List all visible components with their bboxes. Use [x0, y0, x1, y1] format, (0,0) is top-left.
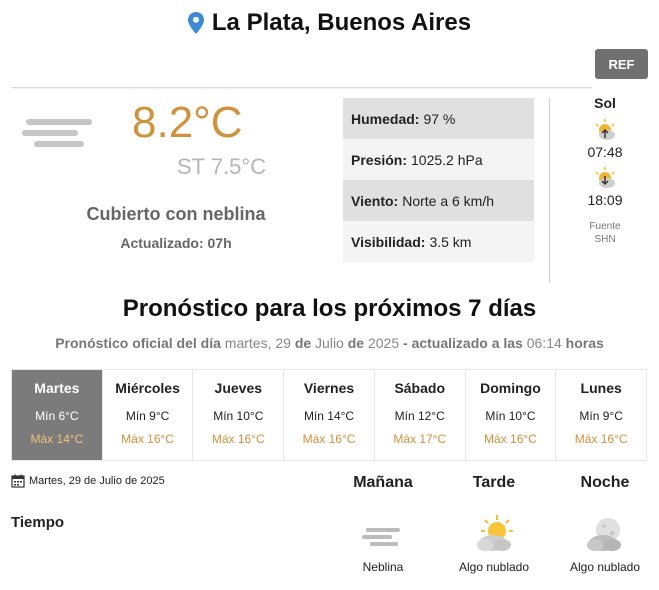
source-name: SHN: [594, 234, 616, 245]
day-min: Mín 10°C: [485, 409, 536, 423]
partly-cloudy-night-icon: [584, 514, 626, 554]
forecast-sub-updated: - actualizado a las: [403, 335, 523, 351]
detail-value: 1025.2 hPa: [411, 151, 483, 168]
day-tab-sabado[interactable]: [375, 370, 466, 460]
source-label: Fuente: [589, 221, 621, 232]
weather-label: Neblina: [362, 560, 404, 574]
detail-label: Viento:: [351, 192, 399, 209]
fog-icon: [362, 514, 404, 554]
divider: [12, 87, 592, 88]
location-header: [0, 6, 659, 40]
fog-icon: [22, 116, 96, 150]
day-max: Máx 16°C: [121, 432, 174, 446]
weather-label: Algo nublado: [569, 560, 641, 574]
day-name: Martes: [34, 380, 80, 396]
day-name: Viernes: [303, 380, 355, 396]
day-max: Máx 17°C: [393, 432, 447, 446]
calendar-icon: [11, 474, 25, 488]
weather-morning: [328, 514, 438, 574]
forecast-sub-de: de: [347, 335, 365, 351]
current-temperature: 8.2°C: [132, 98, 243, 147]
forecast-sub-prefix: Pronóstico oficial del día: [55, 335, 221, 351]
forecast-sub-de: de: [294, 335, 312, 351]
day-max: Máx 16°C: [211, 432, 265, 446]
day-tab-jueves[interactable]: [193, 370, 284, 460]
detail-label: Humedad:: [351, 110, 420, 127]
detail-label: Presión:: [351, 151, 408, 168]
day-max: Máx 16°C: [302, 432, 356, 446]
source-info: [560, 220, 650, 246]
day-max: Máx 14°C: [30, 432, 84, 446]
feels-like-temperature: ST 7.5°C: [177, 154, 267, 179]
forecast-sub-year: 2025: [367, 335, 400, 351]
day-tab-miercoles[interactable]: [103, 370, 194, 460]
day-tab-viernes[interactable]: [284, 370, 375, 460]
day-name: Jueves: [214, 380, 263, 396]
location-pin-icon: [188, 12, 204, 34]
wind-row: [343, 180, 534, 221]
period-afternoon: Tarde: [472, 474, 516, 491]
selected-date: [11, 474, 165, 488]
sunset-time: 18:09: [587, 192, 623, 208]
sunrise-icon: [593, 118, 617, 142]
vertical-divider: [549, 98, 550, 283]
day-max: Máx 16°C: [484, 432, 537, 446]
current-condition: Cubierto con neblina: [86, 204, 266, 224]
day-min: Mín 12°C: [394, 409, 445, 423]
updated-info: [12, 235, 340, 251]
day-min: Mín 9°C: [579, 409, 623, 423]
location-title: La Plata, Buenos Aires: [211, 9, 472, 36]
visibility-row: [343, 221, 534, 262]
detail-value: Norte a 6 km/h: [402, 192, 495, 209]
day-tabs: [11, 369, 647, 461]
ref-button[interactable]: REF: [595, 49, 648, 79]
day-name: Lunes: [580, 380, 622, 396]
weather-row-label: Tiempo: [11, 514, 65, 531]
forecast-sub-date: martes, 29: [224, 335, 291, 351]
humidity-row: [343, 98, 534, 139]
period-morning: Mañana: [353, 474, 413, 491]
forecast-sub-month: Julio: [315, 335, 344, 351]
forecast-sub-time: 06:14: [526, 335, 562, 351]
day-name: Sábado: [394, 380, 446, 396]
partly-cloudy-day-icon: [473, 514, 515, 554]
forecast-sub-hours: horas: [565, 335, 604, 351]
forecast-subtitle: [0, 335, 659, 351]
sunset-icon: [593, 166, 617, 190]
weather-night: [550, 514, 659, 574]
day-min: Mín 9°C: [125, 409, 170, 423]
forecast-title: Pronóstico para los próximos 7 días: [122, 295, 537, 322]
weather-afternoon: [439, 514, 549, 574]
day-tab-martes[interactable]: [12, 370, 103, 460]
selected-date-text: Martes, 29 de Julio de 2025: [29, 475, 165, 487]
details-table: [343, 98, 534, 262]
detail-label: Visibilidad:: [351, 233, 426, 250]
sun-panel: [560, 94, 650, 246]
detail-value: 97 %: [423, 110, 456, 127]
day-name: Miércoles: [115, 380, 180, 396]
day-tab-lunes[interactable]: [556, 370, 646, 460]
day-tab-domingo[interactable]: [466, 370, 557, 460]
period-night: Noche: [580, 474, 630, 491]
day-max: Máx 16°C: [574, 432, 628, 446]
pressure-row: [343, 139, 534, 180]
day-name: Domingo: [480, 380, 541, 396]
day-min: Mín 6°C: [35, 409, 79, 423]
day-min: Mín 14°C: [303, 409, 355, 423]
sunrise-time: 07:48: [587, 144, 623, 160]
updated-value: 07h: [207, 235, 232, 251]
detail-value: 3.5 km: [429, 233, 472, 250]
day-min: Mín 10°C: [213, 409, 264, 423]
weather-label: Algo nublado: [458, 560, 530, 574]
sun-title: Sol: [594, 95, 616, 111]
updated-label: Actualizado:: [120, 235, 204, 251]
